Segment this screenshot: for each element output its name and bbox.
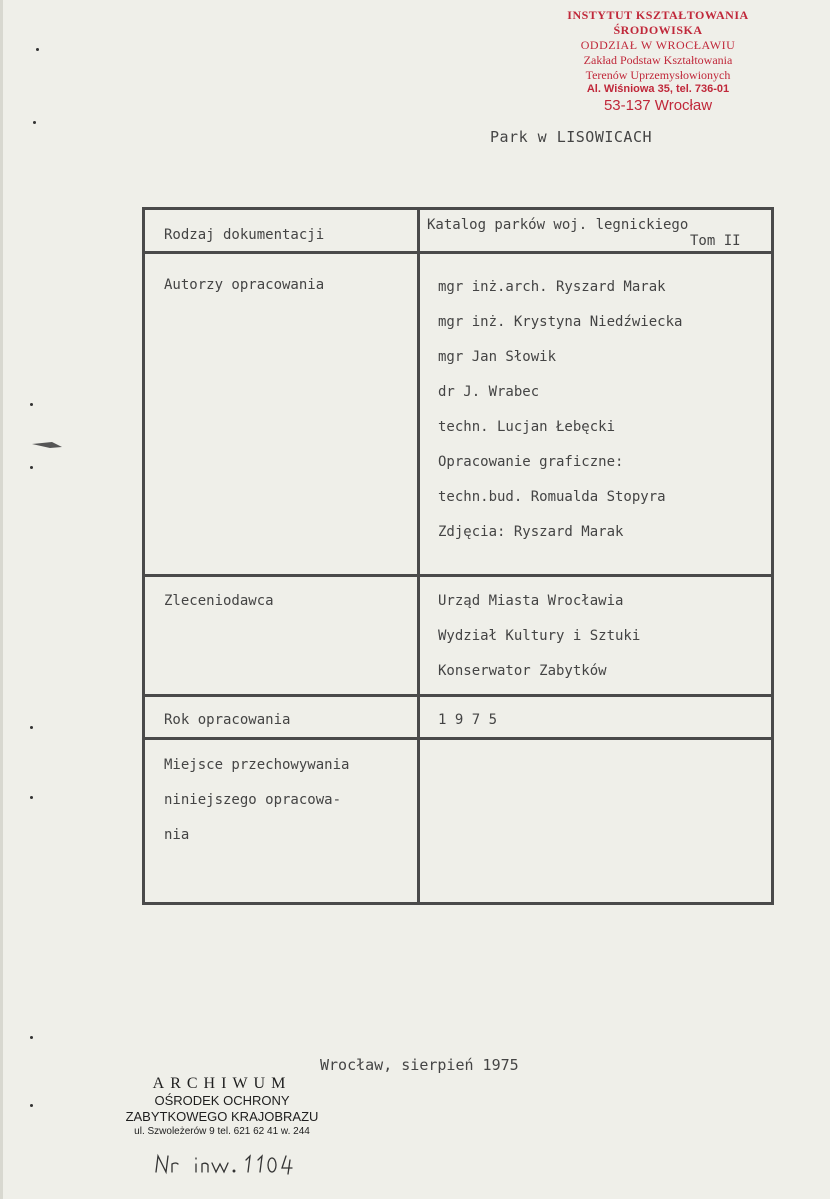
punch-mark — [30, 796, 33, 799]
row-label-commissioner: Zleceniodawca — [164, 593, 274, 609]
punch-mark — [33, 121, 36, 124]
stamp-line: 53-137 Wrocław — [603, 96, 713, 114]
stamp-line: INSTYTUT KSZTAŁTOWANIA ŚRODOWISKA — [567, 8, 749, 37]
stamp-line: Terenów Uprzemysłowionych — [585, 68, 731, 82]
list-item: Miejsce przechowywania — [164, 757, 350, 773]
table-row-divider — [142, 574, 774, 577]
row-value-volume: Tom II — [690, 233, 741, 249]
row-label-storage-location — [164, 757, 349, 862]
list-item: dr J. Wrabec — [438, 384, 540, 400]
list-item: Konserwator Zabytków — [438, 663, 607, 679]
documentation-table — [142, 207, 774, 907]
row-label-authors: Autorzy opracowania — [164, 277, 325, 293]
handwritten-inventory-note — [150, 1150, 310, 1180]
row-value-year: 1 9 7 5 — [438, 712, 498, 728]
list-item: mgr inż. Krystyna Niedźwiecka — [438, 314, 683, 330]
list-item: mgr inż.arch. Ryszard Marak — [438, 279, 666, 295]
place-date: Wrocław, sierpień 1975 — [320, 1056, 519, 1074]
archive-line: ARCHIWUM — [152, 1075, 292, 1092]
punch-mark — [30, 1036, 33, 1039]
list-item: techn. Lucjan Łebęcki — [438, 419, 616, 435]
punch-mark — [30, 1104, 33, 1107]
archive-line: ul. Szwoleżerów 9 tel. 621 62 41 w. 244 — [134, 1126, 310, 1138]
stamp-line: ODDZIAŁ W WROCŁAWIU — [580, 38, 736, 52]
institute-stamp — [548, 8, 768, 116]
list-item: niniejszego opracowa- — [164, 792, 342, 808]
list-item: mgr Jan Słowik — [438, 349, 557, 365]
archive-line: ZABYTKOWEGO KRAJOBRAZU — [125, 1108, 319, 1124]
staple-mark — [30, 438, 64, 452]
punch-mark — [30, 466, 33, 469]
list-item: techn.bud. Romualda Stopyra — [438, 489, 666, 505]
archive-line: OŚRODEK OCHRONY — [154, 1093, 290, 1109]
document-heading: Park w LISOWICACH — [490, 128, 653, 146]
stamp-line: Zakład Podstaw Kształtowania — [583, 53, 733, 67]
authors-list — [438, 279, 682, 559]
table-row-divider — [142, 251, 774, 254]
punch-mark — [30, 726, 33, 729]
row-value-catalog: Katalog parków woj. legnickiego — [427, 217, 689, 233]
row-label-documentation-type: Rodzaj dokumentacji — [164, 227, 325, 243]
list-item: Opracowanie graficzne: — [438, 454, 624, 470]
archive-stamp — [112, 1074, 332, 1138]
list-item: Wydział Kultury i Sztuki — [438, 628, 641, 644]
table-row-divider — [142, 737, 774, 740]
punch-mark — [36, 48, 39, 51]
table-border-right — [771, 207, 774, 905]
list-item: nia — [164, 827, 190, 843]
commissioner-list — [438, 593, 640, 698]
table-column-divider — [417, 207, 420, 905]
table-border-bottom — [142, 902, 774, 905]
row-label-year: Rok opracowania — [164, 712, 291, 728]
stamp-line: Al. Wiśniowa 35, tel. 736-01 — [586, 83, 730, 95]
punch-mark — [30, 403, 33, 406]
table-border-left — [142, 207, 145, 905]
list-item: Zdjęcia: Ryszard Marak — [438, 524, 624, 540]
table-border-top — [142, 207, 774, 210]
list-item: Urząd Miasta Wrocławia — [438, 593, 624, 609]
